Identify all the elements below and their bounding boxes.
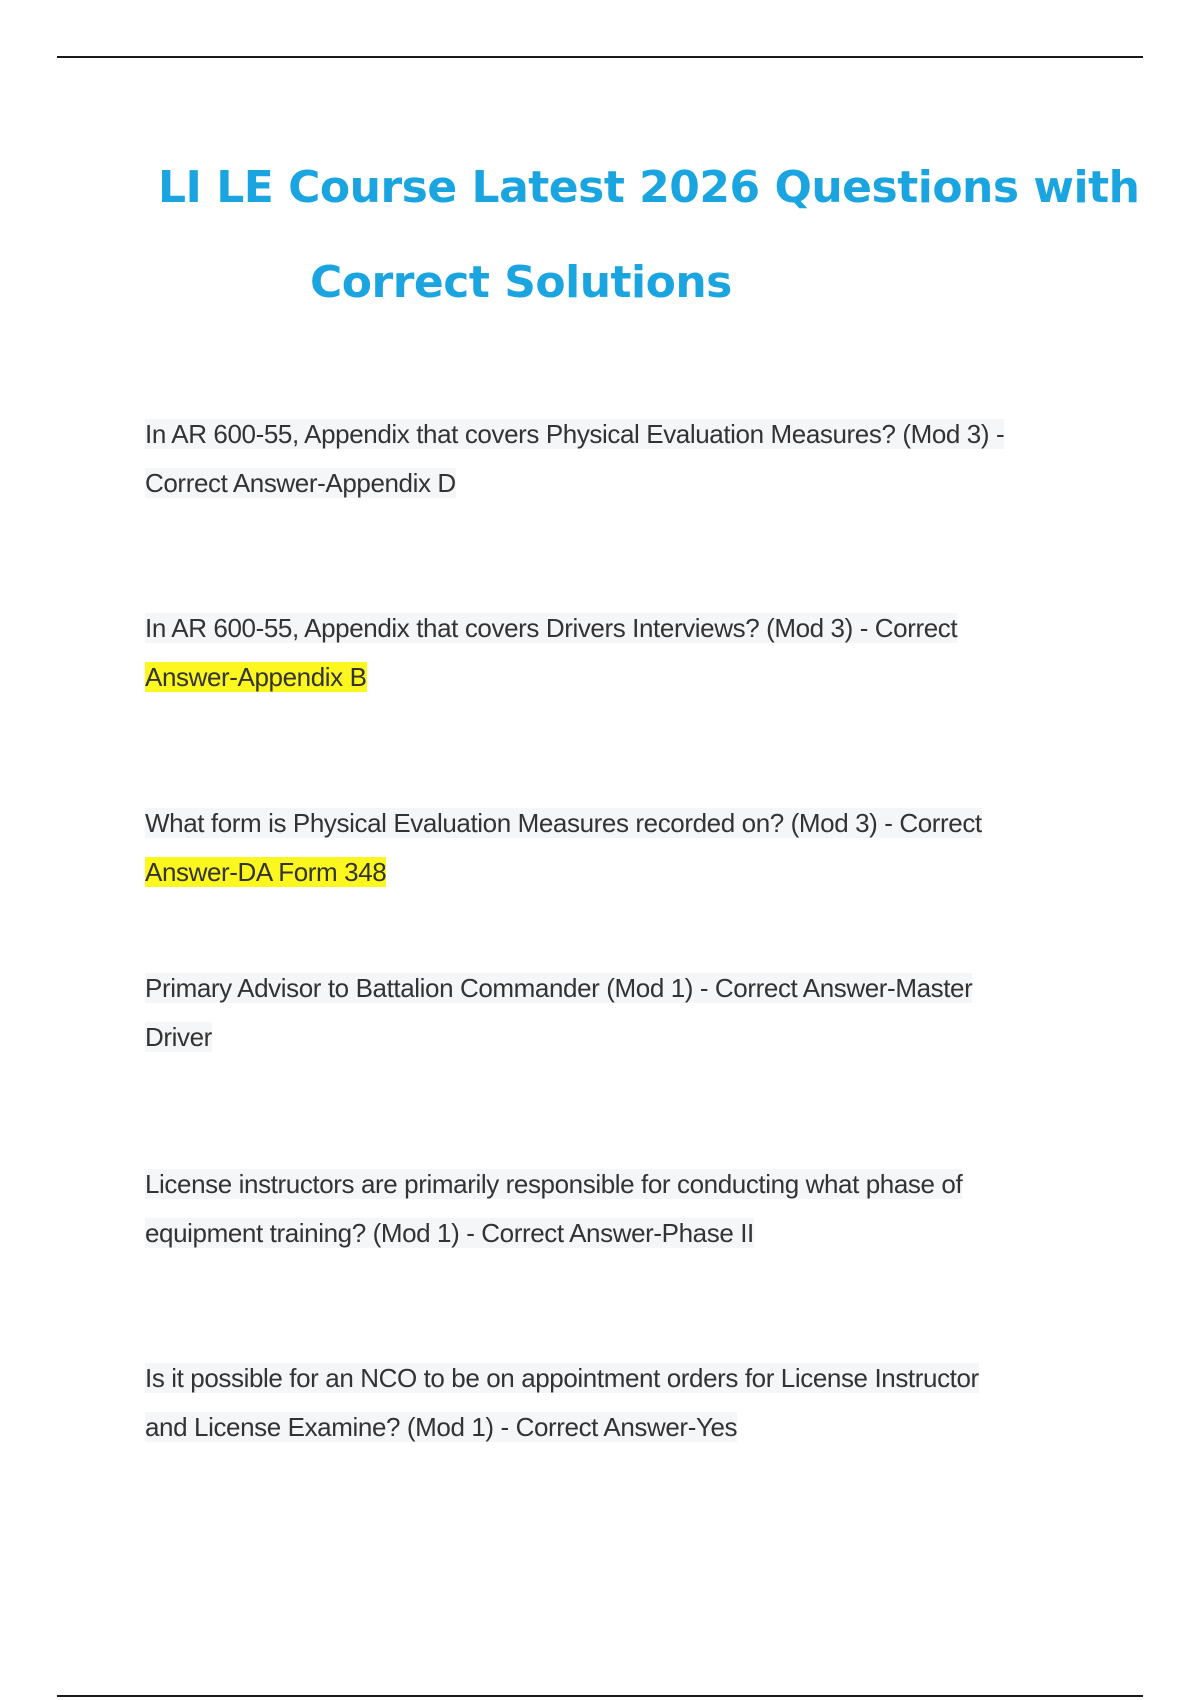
highlighted-answer: Answer-Appendix B [145,662,367,692]
qa-item-1 [145,410,1085,508]
question-text: Is it possible for an NCO to be on appointment orders for License Instructor [145,1363,979,1393]
qa-item-5 [145,1160,1085,1258]
qa-item-6 [145,1354,1085,1452]
question-text: In AR 600-55, Appendix that covers Drivers Interviews? (Mod 3) - Correct [145,613,958,643]
answer-text: Driver [145,1022,212,1052]
highlighted-answer: Answer-DA Form 348 [145,857,387,887]
question-text: What form is Physical Evaluation Measures recorded on? (Mod 3) - Correct [145,808,982,838]
qa-item-3 [145,799,1085,897]
qa-item-4 [145,964,1085,1062]
qa-item-2 [145,604,1085,702]
question-text: Primary Advisor to Battalion Commander (Mod 1) - Correct Answer-Master [145,973,973,1003]
question-text: In AR 600-55, Appendix that covers Physical Evaluation Measures? (Mod 3) - [145,419,1005,449]
title-line-2: Correct Solutions [310,257,732,308]
question-text: License instructors are primarily responsible for conducting what phase of [145,1169,963,1199]
header-rule [57,56,1143,58]
title-line-1: LI LE Course Latest 2026 Questions with [158,162,1140,213]
document-title [0,140,1200,330]
answer-text: and License Examine? (Mod 1) - Correct Answer-Yes [145,1412,738,1442]
answer-text: Correct Answer-Appendix D [145,468,456,498]
answer-text: equipment training? (Mod 1) - Correct Answer-Phase II [145,1218,754,1248]
footer-rule [57,1695,1143,1697]
